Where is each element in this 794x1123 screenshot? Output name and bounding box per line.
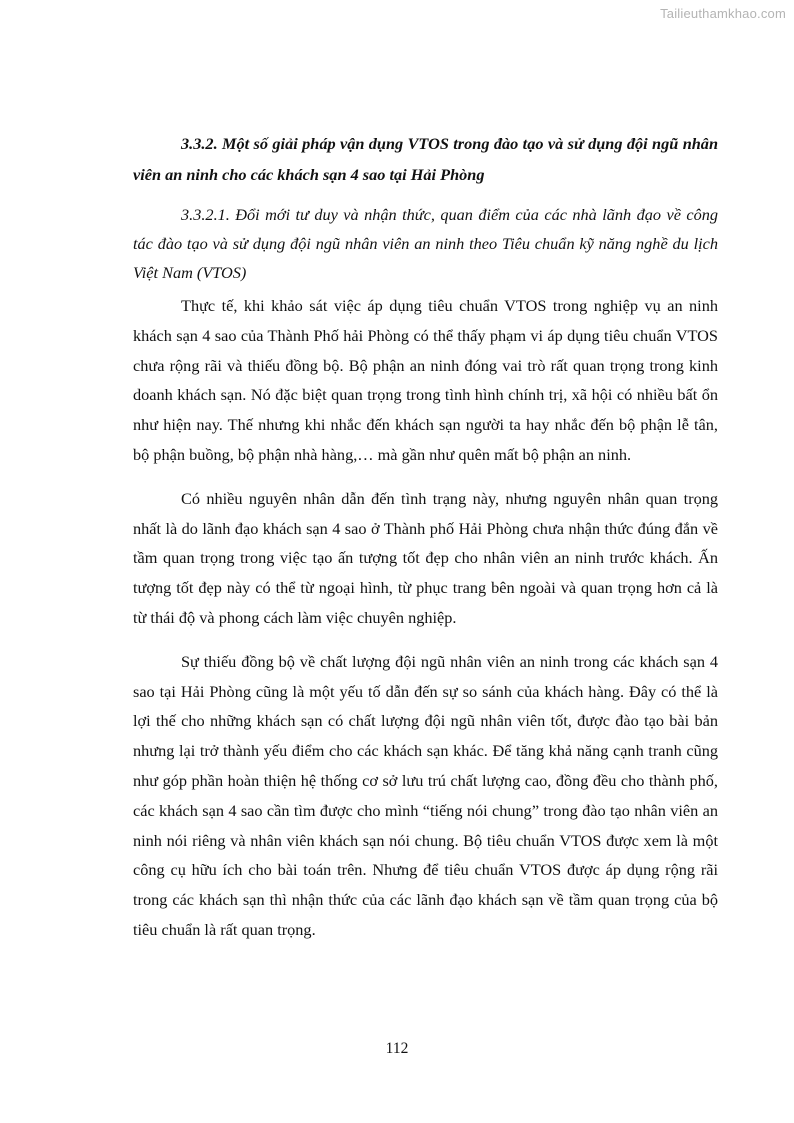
body-paragraph-2: Có nhiều nguyên nhân dẫn đến tình trạng này, nhưng nguyên nhân quan trọng nhất là do lãnh đạo khách sạn 4 sao ở Thành phố Hải Phòng chưa nhận thức đúng đắn về tầm quan trọng trong việc tạo ấn tượng tốt đẹp cho nhân viên an ninh trước khách. Ấn tượng tốt đẹp này có thể từ ngoại hình, từ phục trang bên ngoài và quan trọng hơn cả là từ thái độ và phong cách làm việc chuyên nghiệp.	[133, 488, 718, 627]
section-heading: 3.3.2. Một số giải pháp vận dụng VTOS trong đào tạo và sử dụng đội ngũ nhân viên an ninh cho các khách sạn 4 sao tại Hải Phòng	[133, 134, 718, 184]
document-body	[133, 128, 718, 959]
body-paragraph-1: Thực tế, khi khảo sát việc áp dụng tiêu chuẩn VTOS trong nghiệp vụ an ninh khách sạn 4 sao của Thành Phố hải Phòng có thể thấy phạm vi áp dụng tiêu chuẩn VTOS chưa rộng rãi và thiếu đồng bộ. Bộ phận an ninh đóng vai trò rất quan trọng trong kinh doanh khách sạn. Nó đặc biệt quan trọng trong tình hình chính trị, xã hội có nhiều bất ổn như hiện nay. Thế nhưng khi nhắc đến khách sạn người ta hay nhắc đến bộ phận lễ tân, bộ phận buồng, bộ phận nhà hàng,… mà gần như quên mất bộ phận an ninh.	[133, 296, 718, 464]
body-paragraph-3: Sự thiếu đồng bộ về chất lượng đội ngũ nhân viên an ninh trong các khách sạn 4 sao tại Hải Phòng cũng là một yếu tố dẫn đến sự so sánh của khách hàng. Đây có thể là lợi thế cho những khách sạn có chất lượng đội ngũ nhân viên tốt, được đào tạo bài bản nhưng lại trở thành yếu điểm cho các khách sạn khác. Để tăng khả năng cạnh tranh cũng như góp phần hoàn thiện hệ thống cơ sở lưu trú chất lượng cao, đồng đều cho thành phố, các khách sạn 4 sao cần tìm được cho mình “tiếng nói chung” trong đào tạo nhân viên an ninh nói riêng và nhân viên khách sạn nói chung. Bộ tiêu chuẩn VTOS được xem là một công cụ hữu ích cho bài toán trên. Nhưng để tiêu chuẩn VTOS được áp dụng rộng rãi trong các khách sạn thì nhận thức của các lãnh đạo khách sạn về tầm quan trọng của bộ tiêu chuẩn là rất quan trọng.	[133, 651, 718, 939]
subsection-heading: 3.3.2.1. Đổi mới tư duy và nhận thức, quan điểm của các nhà lãnh đạo về công tác đào tạo và sử dụng đội ngũ nhân viên an ninh theo Tiêu chuẩn kỹ năng nghề du lịch Việt Nam (VTOS)	[133, 205, 718, 282]
watermark-text: Tailieuthamkhao.com	[660, 6, 786, 21]
page-number: 112	[385, 1040, 409, 1057]
